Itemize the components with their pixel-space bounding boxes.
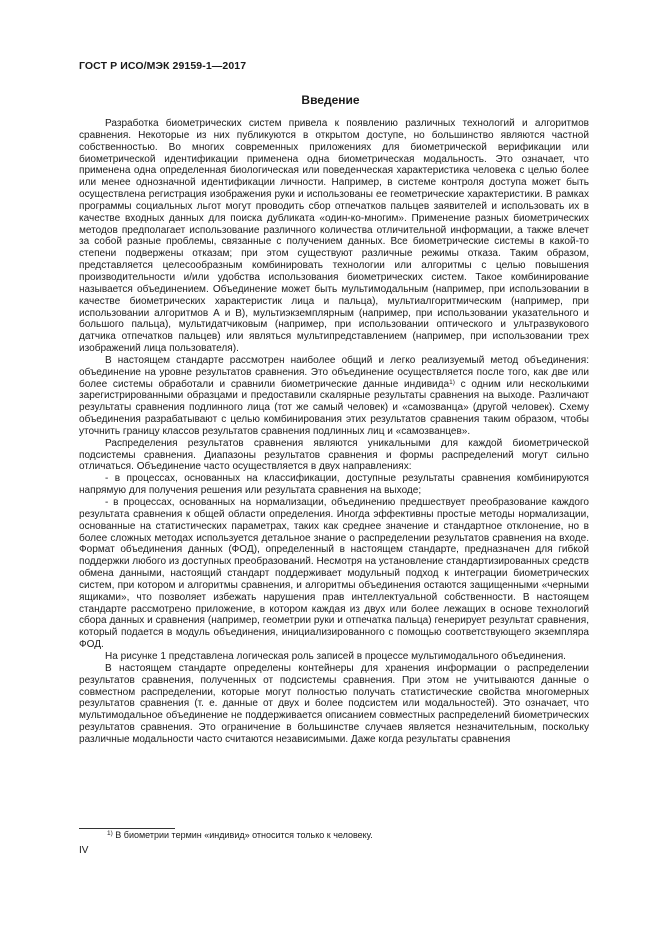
- paragraph-3: Распределения результатов сравнения являются уникальными для каждой биометрической подсистемы сравнения. Диапазоны результатов сравнения и формы распределений могут сильно отличаться. Объединение часто осуществляется в двух направлениях:: [79, 437, 589, 473]
- paragraph-2: [79, 355, 589, 438]
- standard-header: ГОСТ Р ИСО/МЭК 29159-1—2017: [79, 60, 247, 72]
- footnote-text: В биометрии термин «индивид» относится только к человеку.: [112, 830, 373, 840]
- paragraph-2-text: В настоящем стандарте рассмотрен наиболее общий и легко реализуемый метод объединения: объединение на уровне результатов сравнения. Это объединение осуществляется после того, как две или более системы обработали и сравнили биометрические данные индивида: [79, 354, 589, 390]
- section-title: Введение: [301, 93, 360, 107]
- page-number: IV: [79, 845, 89, 856]
- footnote: [107, 830, 587, 841]
- list-item: - в процессах, основанных на классификации, доступные результаты сравнения комбинируются напрямую для получения решения или результата сравнения на выходе;: [79, 473, 589, 497]
- paragraph-5: В настоящем стандарте определены контейнеры для хранения информации о распределении результатов сравнения, полученных от подсистемы сравнения. При этом не учитываются данные о совместном распределении, которые могут полностью получать статистические свойства многомерных результатов сравнения (т. е. данные от двух и более подсистем или модальностей). Это означает, что мультимодальное объединение не поддерживается описанием совместных распределений биометрических результатов сравнения. Это ограничение в большинстве случаев является незначительным, поскольку различные модальности часто считаются независимыми. Даже когда результаты сравнения: [79, 662, 589, 745]
- list-item: - в процессах, основанных на нормализации, объединению предшествует преобразование каждого результата сравнения к общей области определения. Иногда эффективны простые методы нормализации, основанные на статистических параметрах, таких как среднее значение и стандартное отклонение, но в более сложных методах используется детальное знание о распределении результатов сравнения на входе. Формат объединения данных (ФОД), определенный в настоящем стандарте, предназначен для гибкой поддержки любого из доступных преобразований. Несмотря на установление стандартизированных средств обмена данными, настоящий стандарт поддерживает модульный подход к интеграции биометрических систем, при котором и алгоритмы сравнения, и алгоритмы объединения остаются защищенными «черными ящиками», что позволяет избежать нарушения прав интеллектуальной собственности. В настоящем стандарте рассмотрено приложение, в котором каждая из двух или более лежащих в основе технологий сбора данных и сравнения (например, геометрии руки и отпечатка пальца) генерирует результат сравнения, который подается в модуль объединения, инициализированного с помощью соответствующего экземпляра ФОД.: [79, 497, 589, 651]
- body-text: [79, 118, 589, 746]
- footnote-divider: [79, 828, 175, 829]
- footnote-marker: 1): [107, 830, 113, 837]
- footnote-reference: 1): [449, 378, 455, 386]
- paragraph-4: На рисунке 1 представлена логическая роль записей в процессе мультимодального объединения.: [105, 650, 566, 662]
- paragraph-1: Разработка биометрических систем привела к появлению различных технологий и алгоритмов сравнения. Некоторые из них публикуются в открытом доступе, но большинство являются частной собственностью. Во многих современных приложениях для биометрической верификации или биометрической идентификации применена одна биометрическая модальность. Это означает, что применена одна определенная биологическая или поведенческая характеристика человека с целью более или менее однозначной идентификации личности. Например, в системе контроля доступа может быть осуществлена регистрация изображения руки и использованы ее геометрические характеристики. В рамках программы социальных льгот могут проводить сбор отпечатков пальцев заявителей и использовать их в качестве входных данных для поиска дубликата «один-ко-многим». Применение разных биометрических методов предполагает использование различного количества отличительной информации, а также влечет за собой разные проблемы, связанные с получением данных. Все биометрические системы в какой-то степени подвержены отказам; при этом существуют различные режимы отказа. Таким образом, представляется целесообразным комбинировать технологии или алгоритмы с целью повышения производительности и/или удобства использования биометрических систем. Такое комбинирование называется объединением. Объединение может быть мультимодальным (например, при использовании в качестве биометрических характеристик лица и пальца), мультиалгоритмическим (например, при использовании алгоритмов А и В), мультиэкземплярным (например, при использовании указательного и большого пальца), мультидатчиковым (например, при использовании оптического и ультразвукового датчика отпечатков пальцев) или являться мультипредставлением (например, при использовании трех изображений лица пользователя).: [79, 118, 589, 355]
- paragraph-2-continuation: с одним или несколькими зарегистрированными образцами и предоставили скалярные результаты сравнения на выходе. Различают результаты сравнения подлинного лица (тот же самый человек) и «самозванца» (другой человек). Схему объединения разрабатывают с целью комбинирования этих результатов сравнения таким образом, чтобы уточнить границу классов результатов сравнения подлинных лиц и «самозванцев».: [79, 378, 589, 437]
